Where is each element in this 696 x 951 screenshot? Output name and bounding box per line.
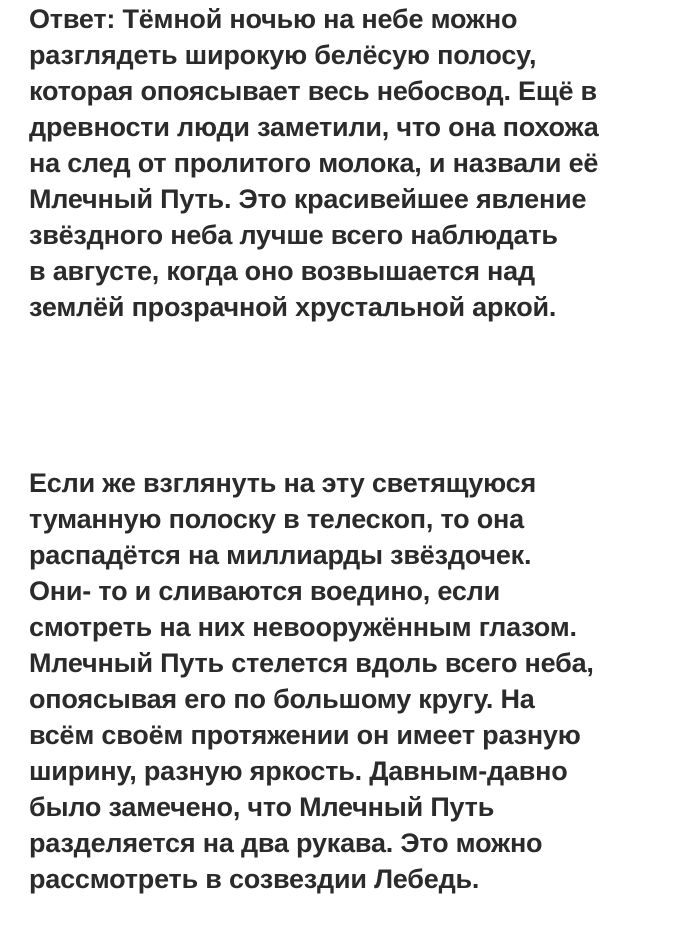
text-line: звёздного неба лучше всего наблюдать: [29, 220, 558, 250]
text-line: землёй прозрачной хрустальной аркой.: [29, 292, 557, 322]
text-line: было замечено, что Млечный Путь: [29, 792, 495, 822]
text-line: Млечный Путь. Это красивейшее явление: [29, 184, 587, 214]
text-line: Ответ: Тёмной ночью на небе можно: [29, 4, 518, 34]
text-line: смотреть на них невооружённым глазом.: [29, 612, 577, 642]
text-line: древности люди заметили, что она похожа: [29, 112, 599, 142]
paragraph-telescope: [29, 465, 689, 897]
text-line: Млечный Путь стелется вдоль всего неба,: [29, 648, 594, 678]
text-line: опоясывая его по большому кругу. На: [29, 684, 535, 714]
text-line: в августе, когда оно возвышается над: [29, 256, 535, 286]
text-line: всём своём протяжении он имеет разную: [29, 720, 581, 750]
text-line: рассмотреть в созвездии Лебедь.: [29, 864, 480, 894]
text-line: Они- то и сливаются воедино, если: [29, 576, 501, 606]
text-line: Если же взглянуть на эту светящуюся: [29, 468, 537, 498]
text-line: разглядеть широкую белёсую полосу,: [29, 40, 537, 70]
text-line: ширину, разную яркость. Давным-давно: [29, 756, 568, 786]
text-line: распадётся на миллиарды звёздочек.: [29, 540, 532, 570]
text-line: туманную полоску в телескоп, то она: [29, 504, 524, 534]
text-line: которая опоясывает весь небосвод. Ещё в: [29, 76, 597, 106]
paragraph-answer: [29, 1, 689, 325]
text-line: разделяется на два рукава. Это можно: [29, 828, 543, 858]
text-line: на след от пролитого молока, и назвали её: [29, 148, 599, 178]
